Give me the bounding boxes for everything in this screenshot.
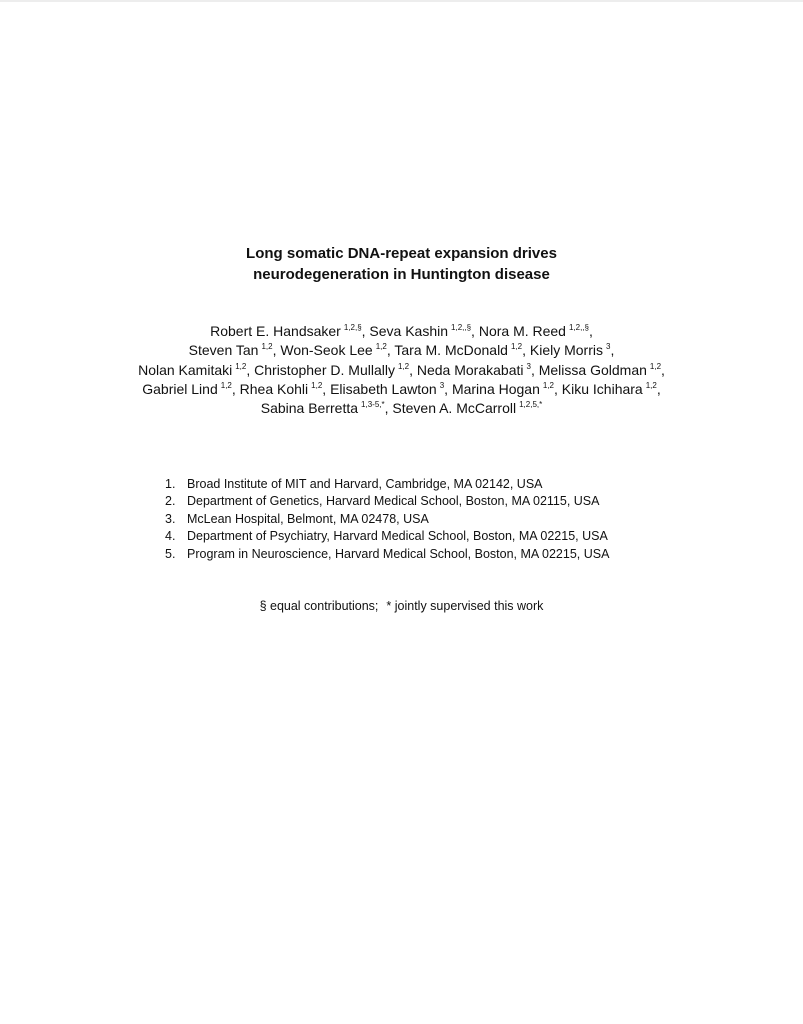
- affiliation-text: Broad Institute of MIT and Harvard, Cambridge, MA 02142, USA: [187, 477, 543, 491]
- author: Rhea Kohli $^{1,2}$,: [239, 380, 327, 397]
- author: Kiku Ichihara $^{1,2}$,: [561, 380, 661, 397]
- affiliation-item: [165, 511, 609, 528]
- author-line: [0, 380, 803, 399]
- author: Neda Morakabati $^3$,: [416, 361, 535, 378]
- author: Tara M. McDonald $^{1,2}$,: [394, 342, 526, 359]
- affiliation-text: Department of Psychiatry, Harvard Medical School, Boston, MA 02215, USA: [187, 529, 608, 544]
- author-line: [0, 341, 803, 360]
- author: Elisabeth Lawton $^3$,: [330, 380, 449, 397]
- contribution-footnote: [0, 598, 803, 615]
- author: Steven Tan $^{1,2}$,: [188, 342, 277, 359]
- affiliation-item: [165, 476, 609, 493]
- author: Gabriel Lind $^{1,2}$,: [142, 380, 236, 397]
- author: Won-Seok Lee $^{1,2}$,: [280, 342, 391, 359]
- affiliation-text: McLean Hospital, Belmont, MA 02478, USA: [187, 511, 429, 526]
- author-line: [0, 322, 803, 341]
- affiliation-text: Program in Neuroscience, Harvard Medical School, Boston, MA 02215, USA: [187, 546, 610, 561]
- affiliation-number: 1.: [165, 477, 176, 491]
- affiliation-item: [165, 528, 609, 545]
- paper-title: [0, 243, 803, 285]
- author: Marina Hogan $^{1,2}$,: [451, 380, 558, 397]
- author: Steven A. McCarroll $^{1,2,5,*}$: [392, 400, 543, 417]
- author-line: [0, 361, 803, 380]
- author: Robert E. Handsaker $^{1,2,\S}$,: [210, 323, 366, 339]
- affiliation-item: [165, 493, 609, 510]
- affiliation-number: 2.: [165, 494, 176, 509]
- affiliation-item: [165, 546, 609, 563]
- author-line: [0, 399, 803, 418]
- author: Nolan Kamitaki $^{1,2}$,: [138, 361, 251, 378]
- supervision-note: * jointly supervised this work: [386, 599, 544, 613]
- author: Seva Kashin $^{1,2,,\S}$,: [369, 323, 475, 339]
- title-line: Long somatic DNA-repeat expansion drives: [246, 245, 557, 262]
- affiliation-number: 5.: [165, 546, 176, 561]
- author: Kiely Morris $^3$,: [529, 342, 615, 359]
- affiliation-number: 3.: [165, 511, 176, 526]
- page-top-edge: [0, 0, 803, 2]
- affiliation-number: 4.: [165, 529, 176, 544]
- equal-contribution-note: § equal contributions;: [259, 599, 379, 613]
- author: Nora M. Reed $^{1,2,,\S}$,: [478, 323, 593, 339]
- author: Melissa Goldman $^{1,2}$,: [538, 361, 665, 378]
- author: Sabina Berretta $^{1,3-5,*}$,: [260, 400, 389, 417]
- affiliation-list: [165, 476, 609, 563]
- author: Christopher D. Mullally $^{1,2}$,: [254, 361, 413, 378]
- title-line: neurodegeneration in Huntington disease: [253, 266, 550, 283]
- affiliation-text: Department of Genetics, Harvard Medical School, Boston, MA 02115, USA: [187, 494, 600, 509]
- author-list: [0, 322, 803, 418]
